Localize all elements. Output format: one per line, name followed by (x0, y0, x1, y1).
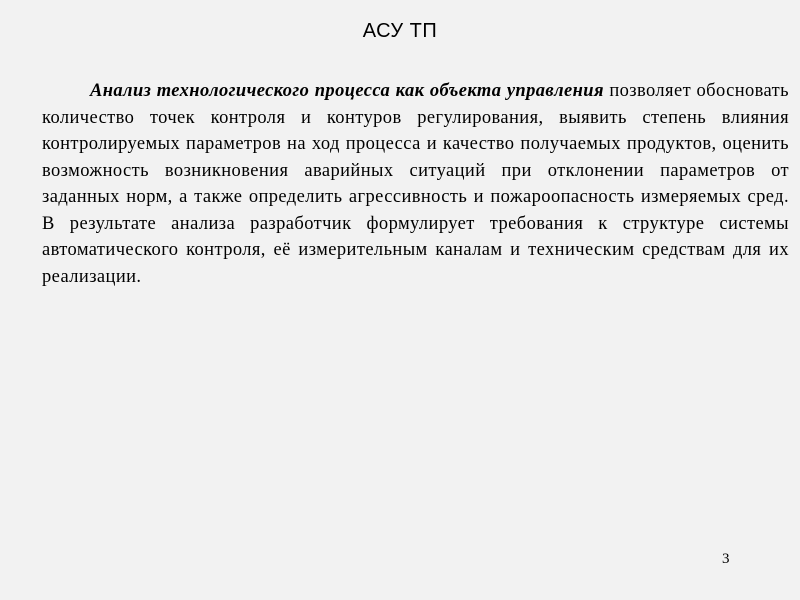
page-number: 3 (722, 551, 730, 567)
paragraph-text: позволяет обосновать количество точек контроля и контуров регулирования, выявить степень влияния контролируемых параметров на ход процесса и качество получаемых продуктов, оценить возможность возникновения аварийных ситуаций при отклонении параметров от заданных норм, а также определить агрессивность и пожароопасность измеряемых сред. В результате анализа разработчик формулирует требования к структуре системы автоматического контроля, её измерительным каналам и техническим средствам для их реализации. (42, 81, 789, 287)
paragraph-lead-phrase: Анализ технологического процесса как объекта управления (90, 81, 604, 101)
slide-title: АСУ ТП (362, 20, 438, 42)
body-paragraph (42, 78, 789, 290)
